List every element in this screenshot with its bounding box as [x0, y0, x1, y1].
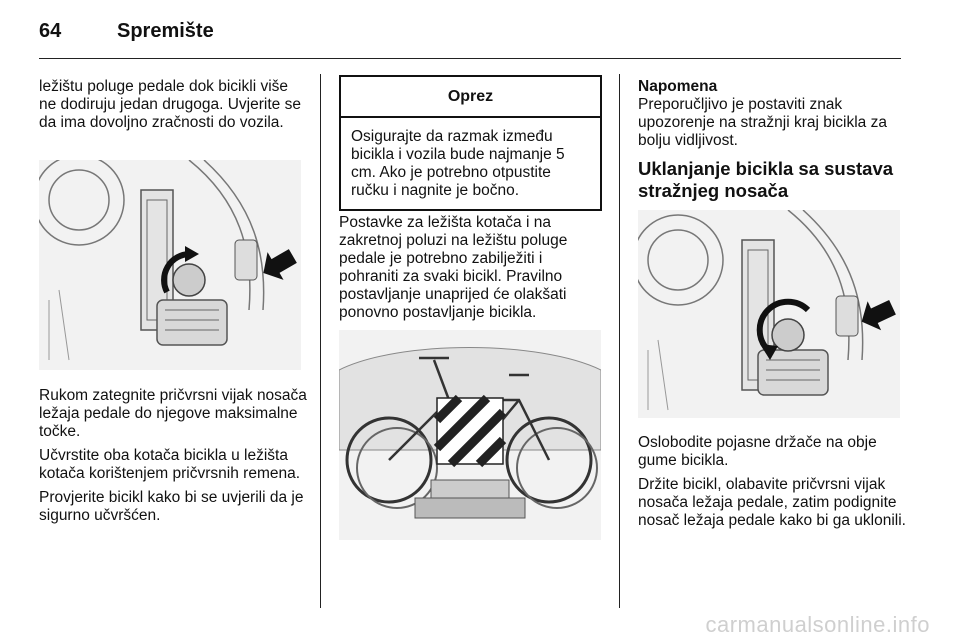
watermark: carmanualsonline.info	[705, 612, 930, 637]
pedal-clamp-illustration	[39, 160, 301, 370]
note-heading: Napomena	[638, 78, 718, 95]
page-header	[39, 14, 919, 54]
pedal-release-drawing	[638, 210, 900, 418]
header-rule	[39, 58, 901, 59]
right-column-lower	[638, 434, 906, 536]
left-column-lower	[39, 387, 307, 531]
page-number: 64	[39, 20, 62, 42]
caution-heading: Oprez	[341, 77, 600, 118]
caution-text: Osigurajte da razmak između bicikla i vozila bude najmanje 5 cm. Ako je potrebno otpustite ručku i nagnite je bočno.	[351, 128, 565, 199]
right-paragraph-2: Držite bicikl, olabavite pričvrsni vijak nosača ležaja pedale, zatim podignite nosač ležaja pedale kako bi ga uklonili.	[638, 476, 906, 529]
note-text: Preporučljivo je postaviti znak upozorenje na stražnji kraj bicikla za bolju vidljivost.	[638, 96, 887, 149]
pedal-release-illustration	[638, 210, 900, 418]
right-paragraph-1: Oslobodite pojasne držače na obje gume bicikla.	[638, 434, 877, 469]
left-column	[39, 78, 301, 138]
left-paragraph-1: Rukom zategnite pričvrsni vijak nosača ležaja pedale do njegove maksimalne točke.	[39, 387, 307, 440]
caution-box	[339, 75, 602, 211]
pedal-clamp-drawing	[39, 160, 301, 370]
column-divider-left	[320, 74, 321, 608]
left-intro-text: ležištu poluge pedale dok bicikli više ne dodiruju jedan drugoga. Uvjerite se da ima dovoljno zračnosti do vozila.	[39, 78, 301, 131]
middle-paragraph: Postavke za ležišta kotača i na zakretnoj poluzi na ležištu poluge pedale je potrebno zabilježiti i pohraniti za svaki bicikl. Pravilno postavljanje unaprijed će olakšati ponovno postavljanje bicikla.	[339, 214, 568, 321]
middle-column-text	[339, 214, 601, 328]
bikes-on-carrier-drawing	[339, 330, 601, 540]
section-heading: Uklanjanje bicikla sa sustava stražnjeg nosača	[638, 158, 894, 201]
left-paragraph-2: Učvrstite oba kotača bicikla u ležišta kotača korištenjem pričvrsnih remena.	[39, 447, 301, 482]
left-paragraph-3: Provjerite bicikl kako bi se uvjerili da je sigurno učvršćen.	[39, 489, 304, 524]
bikes-on-carrier-illustration	[339, 330, 601, 540]
column-divider-right	[619, 74, 620, 608]
page-title: Spremište	[117, 20, 214, 42]
right-column	[638, 78, 903, 212]
